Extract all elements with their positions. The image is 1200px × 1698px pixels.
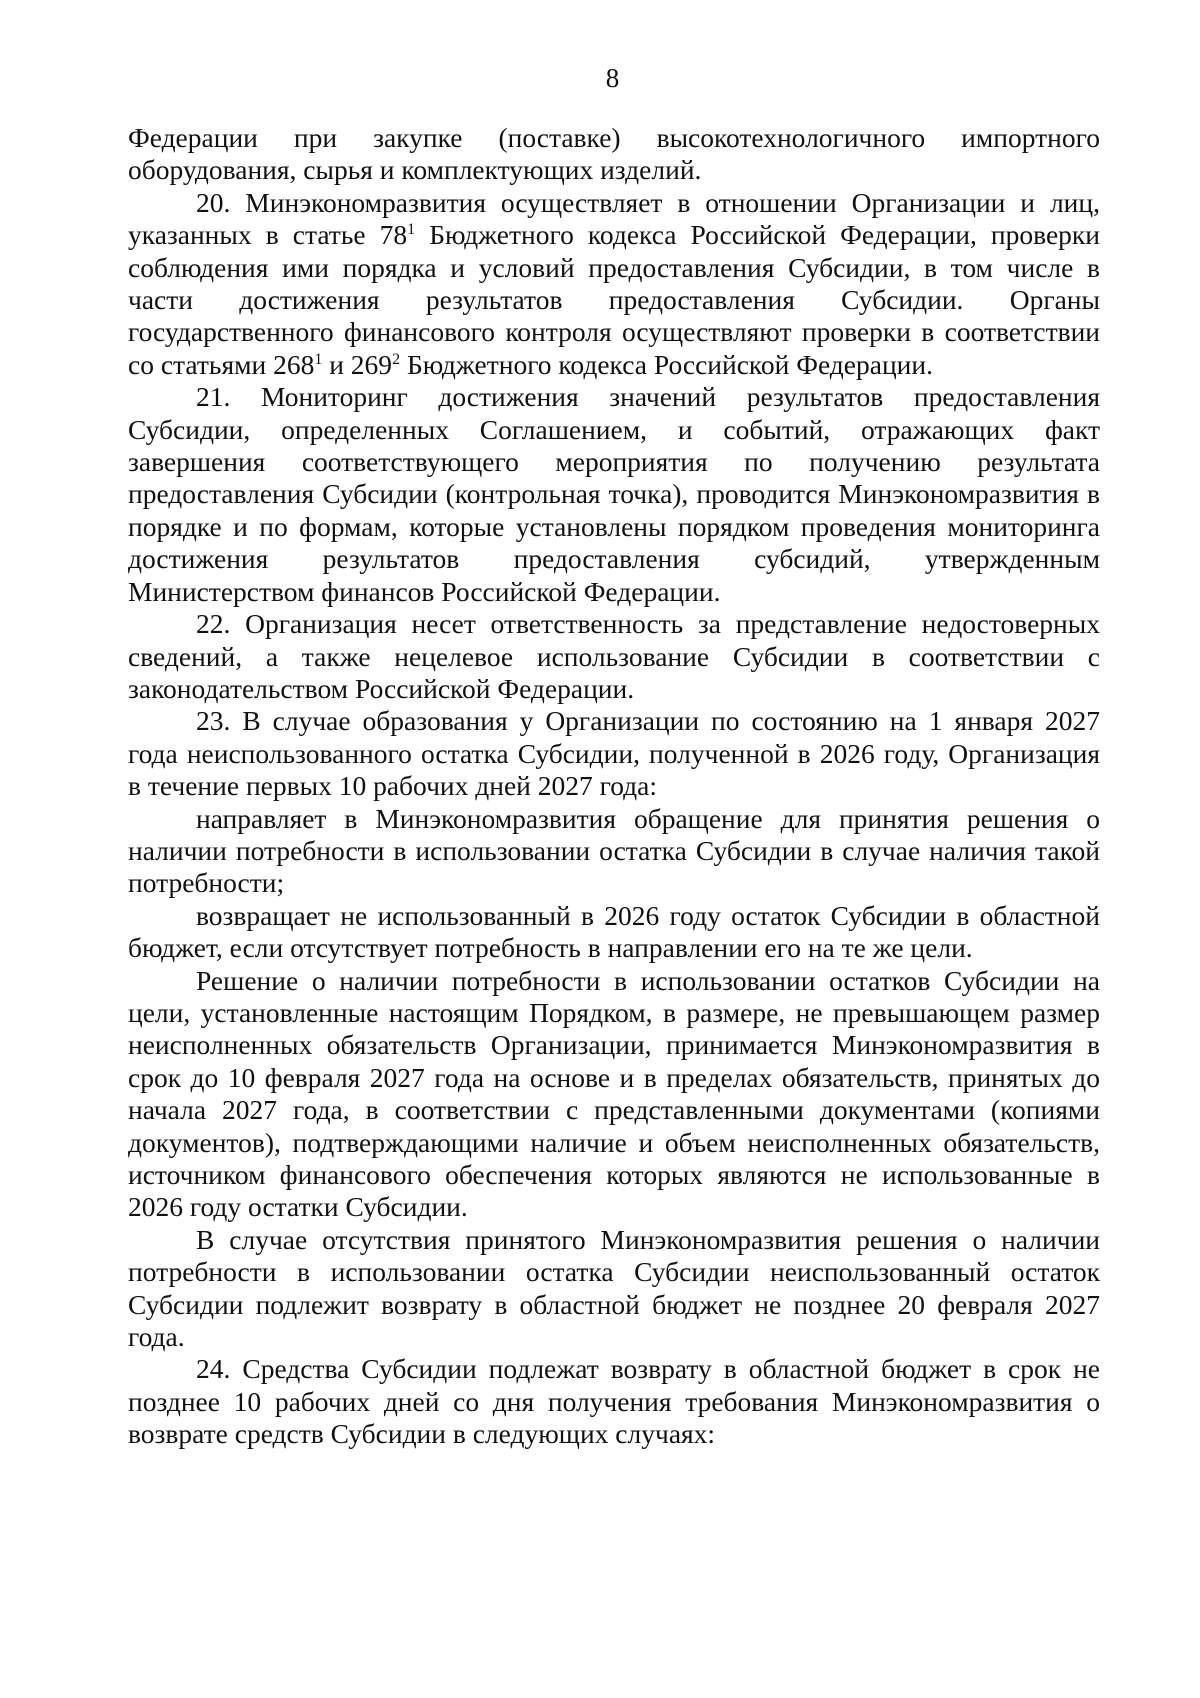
paragraph-22: 22. Организация несет ответственность за представление недостоверных сведений, а также нецелевое использование Субсидии в соответствии с законодательством Российской Федерации.: [128, 608, 1100, 704]
paragraph-20-part-b: Бюджетного кодекса Российской Федерации, проверки соблюдения ими порядка и условий предоставления Субсидии, в том числе в части достижения результатов предоставления Субсидии. Органы государственного финансового контроля осуществляют проверки в соответствии со статьями 268: [128, 219, 1101, 380]
superscript-268-1: 1: [314, 350, 323, 368]
superscript-78-1: 1: [407, 221, 416, 239]
paragraph-intro: Федерации при закупке (поставке) высокотехнологичного импортного оборудования, сырья и комплектующих изделий.: [128, 122, 1100, 186]
paragraph-21: 21. Мониторинг достижения значений результатов предоставления Субсидии, определенных Соглашением, и событий, отражающих факт завершения соответствующего мероприятия по получению результата предоставления Субсидии (контрольная точка), проводится Минэкономразвития в порядке и по формам, которые установлены порядком проведения мониторинга достижения результатов предоставления субсидий, утвержденным Министерством финансов Российской Федерации.: [128, 381, 1100, 607]
document-body: [128, 122, 1100, 1451]
superscript-269-2: 2: [392, 350, 401, 368]
paragraph-20-part-d: Бюджетного кодекса Российской Федерации.: [400, 348, 933, 380]
paragraph-23-item-1: направляет в Минэкономразвития обращение для принятия решения о наличии потребности в использовании остатка Субсидии в случае наличия такой потребности;: [128, 802, 1100, 899]
paragraph-23: 23. В случае образования у Организации по состоянию на 1 января 2027 года неиспользованного остатка Субсидии, полученной в 2026 году, Организация в течение первых 10 рабочих дней 2027 года:: [128, 705, 1100, 802]
page-number: 8: [605, 63, 620, 93]
paragraph-23-item-2: возвращает не использованный в 2026 году остаток Субсидии в областной бюджет, если отсутствует потребность в направлении его на те же цели.: [128, 899, 1100, 964]
paragraph-24: 24. Средства Субсидии подлежат возврату в областной бюджет в срок не позднее 10 рабочих дней со дня получения требования Минэкономразвития о возврате средств Субсидии в следующих случаях:: [128, 1353, 1100, 1450]
paragraph-20-part-a: 20. Минэкономразвития осуществляет в отношении Организации и лиц, указанных в статье 78: [128, 186, 1100, 251]
paragraph-20: [128, 187, 1100, 381]
paragraph-23-absence: В случае отсутствия принятого Минэкономразвития решения о наличии потребности в использовании остатка Субсидии неиспользованный остаток Субсидии подлежит возврату в областной бюджет не позднее 20 февраля 2027 года.: [128, 1223, 1100, 1353]
paragraph-23-decision: Решение о наличии потребности в использовании остатков Субсидии на цели, установленные настоящим Порядком, в размере, не превышающем размер неисполненных обязательств Организации, принимается Минэкономразвития в срок до 10 февраля 2027 года на основе и в пределах обязательств, принятых до начала 2027 года, в соответствии с представленными документами (копиями документов), подтверждающими наличие и объем неисполненных обязательств, источником финансового обеспечения которых являются не использованные в 2026 году остатки Субсидии.: [128, 964, 1100, 1223]
paragraph-20-part-c: и 269: [322, 348, 393, 380]
